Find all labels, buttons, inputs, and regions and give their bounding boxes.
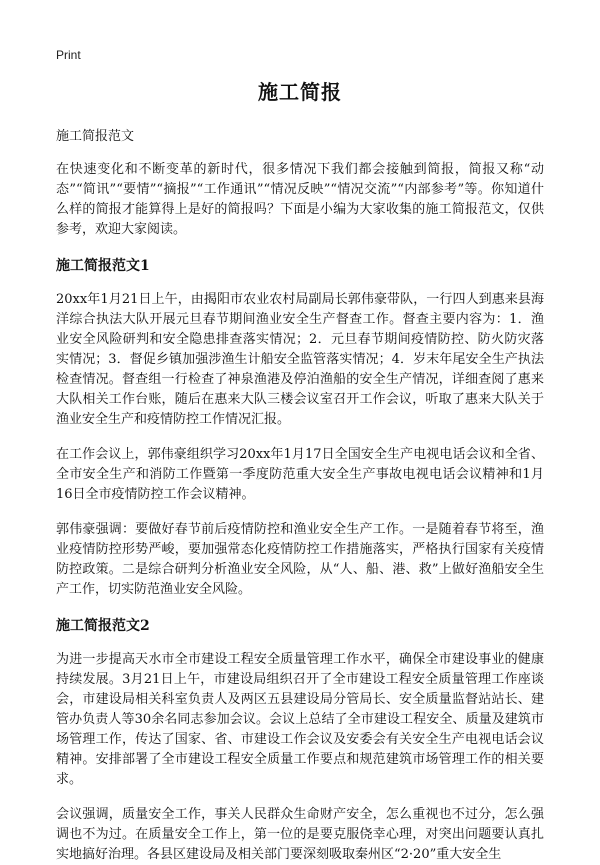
intro-paragraph: 在快速变化和不断变革的新时代，很多情况下我们都会接触到简报，简报又称“动态”“简讯”“要情”“摘报”“工作通讯”“情况反映”“情况交流”“内部参考”等。你知道什么样的简报才能算得上是好的简报吗？下面是小编为大家收集的施工简报范文，仅供参考，欢迎大家阅读。 [56, 162, 544, 237]
section1-paragraph-2: 在工作会议上，郭伟豪组织学习20xx年1月17日全国安全生产电视电话会议和全省、全市安全生产和消防工作暨第一季度防范重大安全生产事故电视电话会议精神和1月16日全市疫情防控工作会议精神。 [56, 447, 544, 502]
document-title: 施工简报 [258, 80, 342, 104]
section-heading-2: 施工简报范文2 [56, 618, 150, 634]
section1-paragraph-3: 郭伟豪强调：要做好春节前后疫情防控和渔业安全生产工作。一是随着春节将至，渔业疫情防控形势严峻，要加强常态化疫情防控工作措施落实，严格执行国家有关疫情防控政策。二是综合研判分析渔业安全风险，从“人、船、港、救”上做好渔船安全生产工作，切实防范渔业安全风险。 [56, 522, 544, 597]
section-heading-1: 施工简报范文1 [56, 258, 150, 274]
section2-paragraph-1: 为进一步提高天水市全市建设工程安全质量管理工作水平，确保全市建设事业的健康持续发展。3月21日上午，市建设局组织召开了全市建设工程安全质量管理工作座谈会，市建设局相关科室负责人及两区五县建设局分管局长、安全质量监督站站长、建管办负责人等30余名同志参加会议。会议上总结了全市建设工程安全、质量及建筑市场管理工作，传达了国家、省、市建设工作会议及安委会有关安全生产电视电话会议精神。安排部署了全市建设工程安全质量工作要点和规范建筑市场管理工作的相关要求。 [56, 652, 544, 787]
document-subtitle: 施工简报范文 [56, 129, 135, 144]
section2-paragraph-2: 会议强调，质量安全工作，事关人民群众生命财产安全，怎么重视也不过分，怎么强调也不为过。在质量安全工作上，第一位的是要克服侥幸心理，对突出问题要认真扎实地搞好治理。各县区建设局及相关部门要深刻吸取秦州区“2·20”重大安全生 [56, 807, 544, 862]
section1-paragraph-1: 20xx年1月21日上午，由揭阳市农业农村局副局长郭伟豪带队，一行四人到惠来县海洋综合执法大队开展元旦春节期间渔业安全生产督查工作。督查主要内容为：1．渔业安全风险研判和安全隐患排查落实情况；2．元旦春节期间疫情防控、防火防灾落实情况；3．督促乡镇加强涉渔生计船安全监管落实情况；4．岁末年尾安全生产执法检查情况。督查组一行检查了神泉渔港及停泊渔船的安全生产情况，详细查阅了惠来大队相关工作台账，随后在惠来大队三楼会议室召开工作会议，听取了惠来大队关于渔业安全生产和疫情防控工作情况汇报。 [56, 292, 544, 427]
print-link[interactable]: Print [56, 48, 81, 62]
